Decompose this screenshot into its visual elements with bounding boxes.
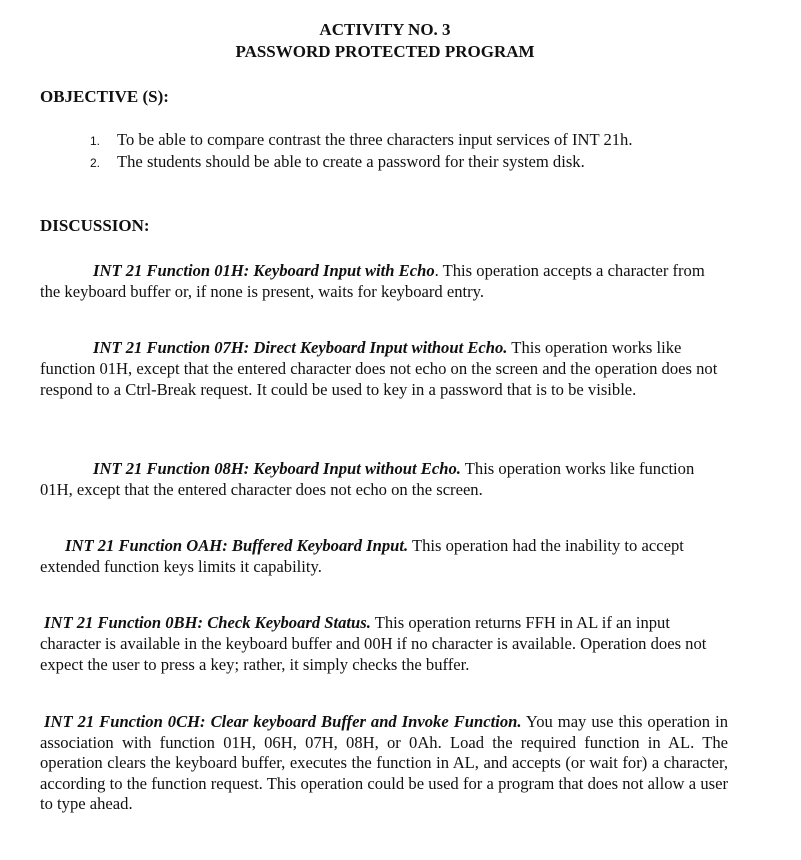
paragraph-lead: INT 21 Function 0BH: Check Keyboard Status. <box>44 613 371 632</box>
objective-text: The students should be able to create a password for their system disk. <box>117 152 585 171</box>
activity-name-title: PASSWORD PROTECTED PROGRAM <box>235 42 535 61</box>
objectives-heading: OBJECTIVE (S): <box>40 87 169 106</box>
paragraph-lead: INT 21 Function 01H: Keyboard Input with Echo <box>93 261 435 280</box>
paragraph-text: This operation had the inability to accept extended function keys limits it capability. <box>40 536 684 576</box>
discussion-paragraph-07h <box>40 337 725 400</box>
objective-text: To be able to compare contrast the three characters input services of INT 21h. <box>117 130 633 149</box>
discussion-paragraph-0ch <box>40 712 728 815</box>
activity-number-title: ACTIVITY NO. 3 <box>319 20 451 39</box>
objective-number: 1. <box>90 134 101 148</box>
paragraph-lead: INT 21 Function OAH: Buffered Keyboard Input. <box>65 536 409 555</box>
paragraph-lead: INT 21 Function 07H: Direct Keyboard Input without Echo. <box>93 338 508 357</box>
discussion-heading: DISCUSSION: <box>40 216 150 235</box>
discussion-paragraph-08h <box>40 458 700 500</box>
paragraph-text: . This operation accepts a character from the keyboard buffer or, if none is present, waits for keyboard entry. <box>40 261 705 301</box>
paragraph-text: This operation works like function 01H, except that the entered character does not echo on the screen. <box>40 459 695 499</box>
paragraph-text: This operation works like function 01H, except that the entered character does not echo on the screen and the operation does not respond to a Ctrl-Break request. It could be used to key in a password that is to be visible. <box>40 338 718 399</box>
paragraph-lead: INT 21 Function 0CH: Clear keyboard Buffer and Invoke Function. <box>44 712 522 731</box>
objective-item <box>90 151 585 174</box>
objective-item <box>90 129 633 152</box>
discussion-paragraph-01h <box>40 260 728 302</box>
paragraph-text: This operation returns FFH in AL if an input character is available in the keyboard buffer and 00H if no character is available. Operation does not expect the user to press a key; rather, it simply checks the buffer. <box>40 613 707 674</box>
paragraph-lead: INT 21 Function 08H: Keyboard Input without Echo. <box>93 459 461 478</box>
objective-number: 2. <box>90 156 101 170</box>
discussion-paragraph-0ah <box>40 535 735 577</box>
discussion-paragraph-0bh <box>40 612 730 675</box>
paragraph-text: You may use this operation in association with function 01H, 06H, 07H, 08H, or 0Ah. Load the required function in AL. The operation clears the keyboard buffer, executes the function in AL, and accepts (or wait for) a character, according to the function request. This operation could be used for a program that does not allow a user to type ahead. <box>40 712 728 813</box>
